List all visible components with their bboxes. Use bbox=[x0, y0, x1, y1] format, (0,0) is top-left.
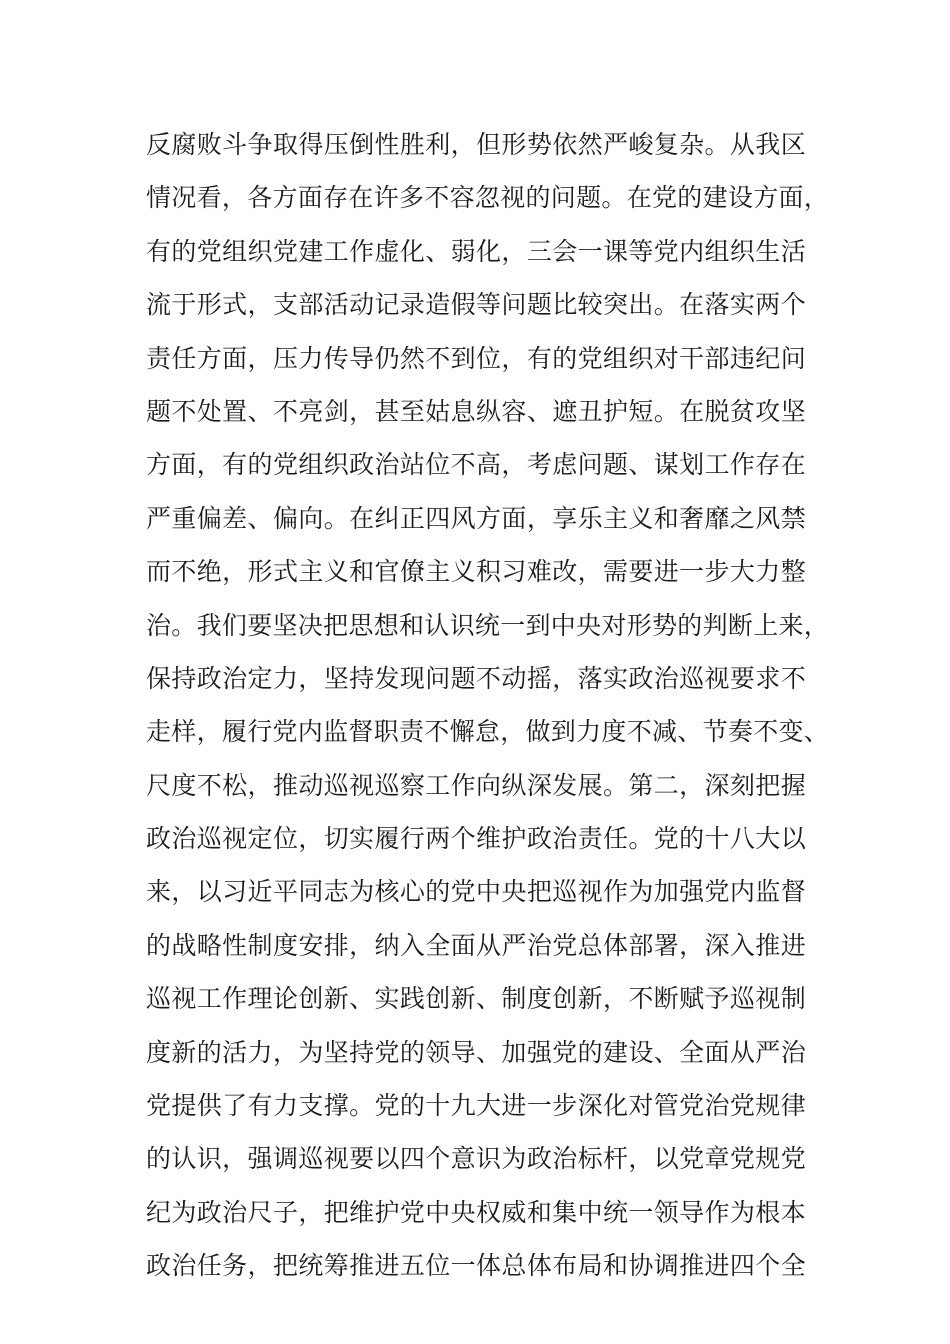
text-line: 来，以习近平同志为核心的党中央把巡视作为加强党内监督 bbox=[146, 877, 806, 907]
text-line: 有的党组织党建工作虚化、弱化，三会一课等党内组织生活 bbox=[146, 236, 806, 266]
text-line: 政治任务，把统筹推进五位一体总体布局和协调推进四个全 bbox=[146, 1251, 806, 1281]
text-line: 反腐败斗争取得压倒性胜利，但形势依然严峻复杂。从我区 bbox=[146, 130, 806, 159]
text-line: 巡视工作理论创新、实践创新、制度创新，不断赋予巡视制 bbox=[146, 984, 806, 1014]
body-text bbox=[146, 128, 830, 1303]
text-line: 方面，有的党组织政治站位不高，考虑问题、谋划工作存在 bbox=[146, 450, 806, 480]
text-line: 责任方面，压力传导仍然不到位，有的党组织对干部违纪问 bbox=[146, 343, 806, 373]
text-line: 情况看，各方面存在许多不容忽视的问题。在党的建设方面， bbox=[146, 183, 830, 213]
text-line: 走样，履行党内监督职责不懈怠，做到力度不减、节奏不变、 bbox=[146, 717, 830, 747]
text-line: 治。我们要坚决把思想和认识统一到中央对形势的判断上来， bbox=[146, 610, 830, 640]
text-line: 度新的活力，为坚持党的领导、加强党的建设、全面从严治 bbox=[146, 1037, 806, 1067]
text-line: 政治巡视定位，切实履行两个维护政治责任。党的十八大以 bbox=[146, 824, 806, 854]
text-line: 尺度不松，推动巡视巡察工作向纵深发展。第二，深刻把握 bbox=[146, 770, 806, 800]
text-line: 保持政治定力，坚持发现问题不动摇，落实政治巡视要求不 bbox=[146, 663, 806, 693]
text-line: 流于形式，支部活动记录造假等问题比较突出。在落实两个 bbox=[146, 290, 806, 320]
text-line: 的认识，强调巡视要以四个意识为政治标杆，以党章党规党 bbox=[146, 1144, 806, 1174]
text-line: 而不绝，形式主义和官僚主义积习难改，需要进一步大力整 bbox=[146, 557, 806, 587]
text-line: 党提供了有力支撑。党的十九大进一步深化对管党治党规律 bbox=[146, 1091, 806, 1121]
text-line: 题不处置、不亮剑，甚至姑息纵容、遮丑护短。在脱贫攻坚 bbox=[146, 396, 806, 426]
text-line: 纪为政治尺子，把维护党中央权威和集中统一领导作为根本 bbox=[146, 1197, 806, 1227]
text-line: 严重偏差、偏向。在纠正四风方面，享乐主义和奢靡之风禁 bbox=[146, 503, 806, 533]
text-line: 的战略性制度安排，纳入全面从严治党总体部署，深入推进 bbox=[146, 930, 806, 960]
